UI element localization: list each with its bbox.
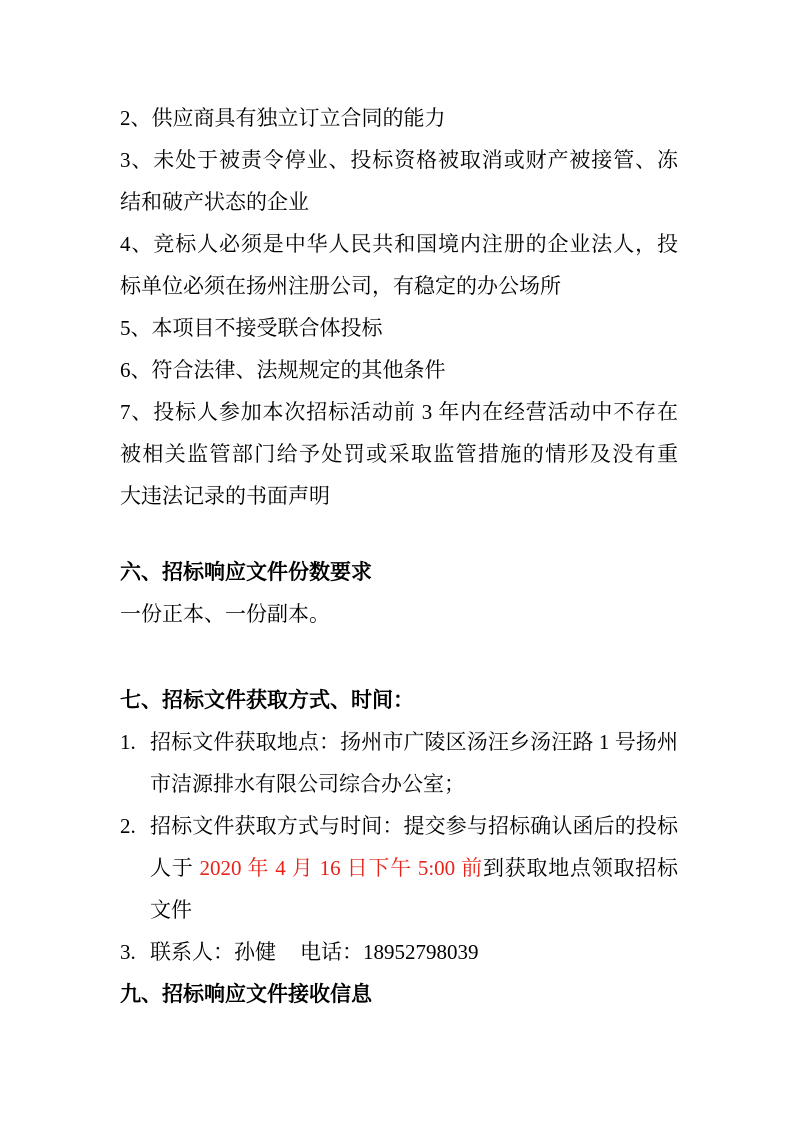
qualification-item-6: 6、符合法律、法规规定的其他条件 bbox=[120, 358, 446, 382]
item-3-number: 3. bbox=[120, 940, 136, 964]
deadline-prefix: 人于 bbox=[150, 856, 200, 880]
qualification-item-7-line-2: 被相关监管部门给予处罚或采取监管措施的情形及没有重 bbox=[120, 442, 678, 466]
item-2-number: 2. bbox=[120, 814, 136, 838]
numbered-item-3 bbox=[120, 931, 678, 973]
qualification-item-7-line-3: 大违法记录的书面声明 bbox=[120, 484, 330, 508]
qualification-item-4-line-1: 4、竞标人必须是中华人民共和国境内注册的企业法人，投 bbox=[120, 232, 678, 256]
qualification-item-7-line-1: 7、投标人参加本次招标活动前 3 年内在经营活动中不存在 bbox=[120, 400, 678, 424]
item-1-line-1: 招标文件获取地点：扬州市广陵区汤汪乡汤汪路 1 号扬州 bbox=[150, 730, 678, 754]
section-nine-heading: 九、招标响应文件接收信息 bbox=[120, 982, 372, 1006]
qualification-conditions-list bbox=[120, 97, 678, 517]
item-1-number: 1. bbox=[120, 730, 136, 754]
qualification-item-5: 5、本项目不接受联合体投标 bbox=[120, 316, 383, 340]
contact-line bbox=[150, 931, 678, 973]
contact-name: 孙健 bbox=[234, 940, 276, 964]
item-2-line-3: 文件 bbox=[150, 898, 192, 922]
numbered-item-1 bbox=[120, 721, 678, 805]
phone-number: 18952798039 bbox=[363, 940, 479, 964]
item-1-line-2: 市洁源排水有限公司综合办公室； bbox=[150, 772, 465, 796]
item-2-line-1: 招标文件获取方式与时间：提交参与招标确认函后的投标 bbox=[150, 814, 678, 838]
deadline-suffix: 到获取地点领取招标 bbox=[482, 856, 679, 880]
section-seven-heading: 七、招标文件获取方式、时间： bbox=[120, 688, 414, 712]
contact-label: 联系人： bbox=[150, 940, 234, 964]
qualification-item-4-line-2: 标单位必须在扬州注册公司，有稳定的办公场所 bbox=[120, 274, 561, 298]
section-six-heading: 六、招标响应文件份数要求 bbox=[120, 560, 372, 584]
numbered-item-2 bbox=[120, 805, 678, 931]
item-2-line-2 bbox=[150, 847, 678, 889]
qualification-item-3-line-2: 结和破产状态的企业 bbox=[120, 190, 309, 214]
deadline-highlight: 2020 年 4 月 16 日下午 5:00 前 bbox=[199, 856, 483, 880]
qualification-item-2: 2、供应商具有独立订立合同的能力 bbox=[120, 106, 446, 130]
phone-label: 电话： bbox=[300, 940, 363, 964]
qualification-item-3-line-1: 3、未处于被责令停业、投标资格被取消或财产被接管、冻 bbox=[120, 148, 678, 172]
section-six-body: 一份正本、一份副本。 bbox=[120, 602, 330, 626]
